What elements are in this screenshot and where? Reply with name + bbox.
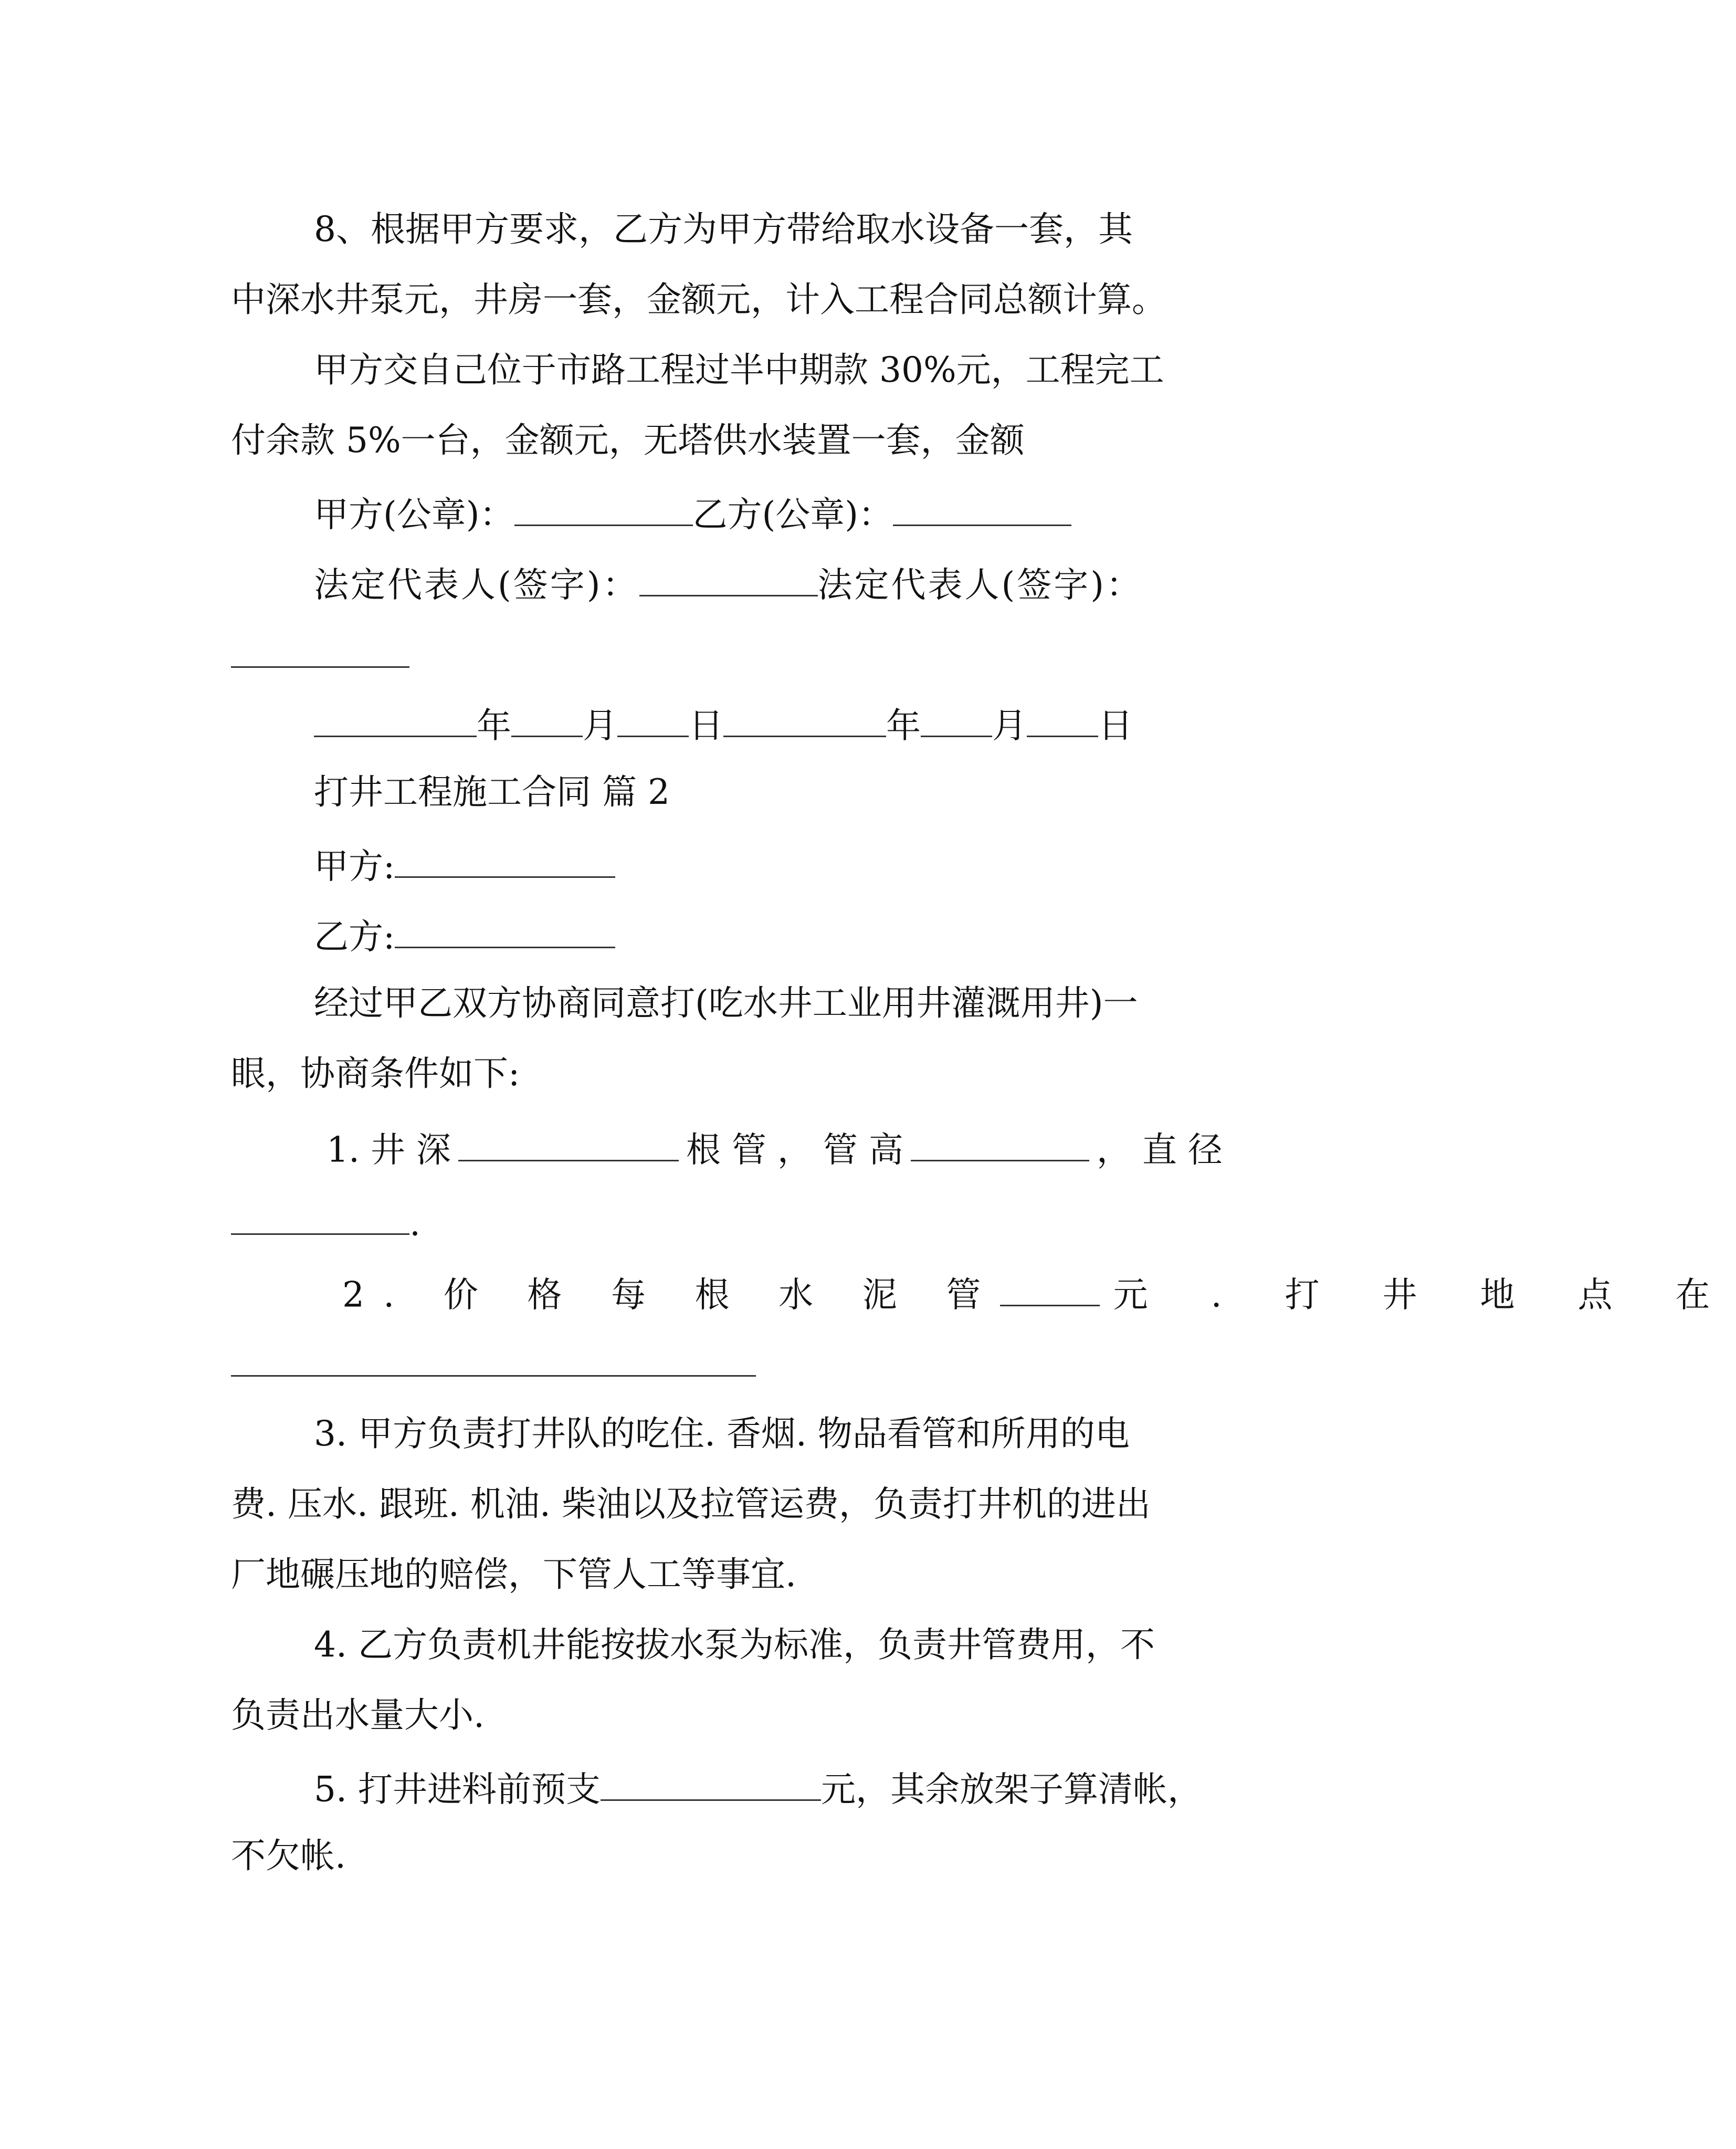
clause-1-height-label: 根 管 ， 管 高 — [686, 1129, 903, 1170]
representative-line — [314, 564, 1143, 605]
clause-5-line-1 — [314, 1768, 1202, 1810]
year-a-blank — [314, 705, 477, 737]
clause-8-line-2: 中深水井泵元，井房一套，金额元，计入工程合同总额计算。 — [231, 279, 1166, 320]
party-a-label: 甲方: — [314, 846, 395, 887]
party-b-label: 乙方: — [314, 916, 395, 957]
clause-1-depth-label: 1. 井 深 — [327, 1129, 451, 1170]
clause-5-advance-label: 5. 打井进料前预支 — [314, 1769, 601, 1810]
advance-blank — [601, 1768, 821, 1801]
party-b-rep-blank — [231, 635, 409, 668]
party-b-blank — [395, 916, 615, 948]
payment-line-2: 付余款 5%一台，金额元，无塔供水装置一套，金额 — [231, 420, 1025, 460]
clause-8-line-1: 8、根据甲方要求，乙方为甲方带给取水设备一套，其 — [314, 209, 1133, 249]
section-title: 打井工程施工合同 篇 2 — [314, 772, 670, 812]
year-b-blank — [723, 705, 886, 737]
intro-line-2: 眼，协商条件如下: — [231, 1053, 520, 1094]
clause-3-line-2: 费. 压水. 跟班. 机油. 柴油以及拉管运费，负责打井机的进出 — [231, 1484, 1151, 1524]
day-b-blank — [1027, 705, 1098, 737]
clause-3-line-3: 厂地碾压地的赔偿，下管人工等事宜. — [231, 1554, 796, 1595]
date-line — [314, 705, 1133, 746]
year-b-label: 年 — [886, 705, 921, 746]
clause-1-diameter-label: ， 直 径 — [1096, 1129, 1223, 1170]
month-a-blank — [511, 705, 583, 737]
day-a-blank — [617, 705, 689, 737]
clause-1-line — [327, 1129, 1223, 1170]
clause-1-period: . — [409, 1203, 420, 1244]
party-a-blank — [395, 845, 615, 878]
party-a-seal-label: 甲方(公章)： — [314, 494, 514, 535]
party-b-seal-blank — [893, 494, 1071, 526]
clause-5-line-2: 不欠帐. — [231, 1836, 346, 1876]
depth-blank — [458, 1129, 679, 1161]
month-a-label: 月 — [583, 705, 617, 746]
clause-2-line-2 — [231, 1344, 756, 1382]
price-blank — [1000, 1274, 1100, 1306]
clause-2-location-label: 元 . 打 井 地 点 在 — [1113, 1274, 1736, 1315]
party-b-seal-label: 乙方(公章)： — [692, 494, 893, 535]
clause-2-price-label: 2. 价 格 每 根 水 泥 管 — [342, 1274, 1000, 1315]
month-b-blank — [921, 705, 992, 737]
day-a-label: 日 — [689, 705, 723, 746]
clause-2-line — [342, 1274, 1736, 1315]
clause-5-rest-label: 元，其余放架子算清帐， — [820, 1769, 1202, 1810]
seal-line — [314, 494, 1071, 535]
diameter-blank — [231, 1202, 409, 1235]
intro-line-1: 经过甲乙双方协商同意打(吃水井工业用井灌溉用井)一 — [314, 983, 1138, 1023]
clause-4-line-2: 负责出水量大小. — [231, 1695, 485, 1735]
party-a-rep-label: 法定代表人(签字)： — [314, 564, 639, 605]
day-b-label: 日 — [1098, 705, 1133, 746]
height-blank — [911, 1129, 1089, 1161]
clause-4-line-1: 4. 乙方负责机井能按拔水泵为标准，负责井管费用，不 — [314, 1624, 1155, 1665]
party-a-seal-blank — [514, 494, 693, 526]
year-a-label: 年 — [477, 705, 511, 746]
clause-3-line-1: 3. 甲方负责打井队的吃住. 香烟. 物品看管和所用的电 — [314, 1413, 1130, 1454]
clause-1-line-2 — [231, 1202, 420, 1244]
location-blank — [231, 1344, 756, 1377]
party-b-rep-blank-wrap — [231, 635, 409, 674]
party-a-line — [314, 845, 615, 887]
party-a-rep-blank — [639, 564, 818, 596]
party-b-rep-label: 法定代表人(签字)： — [817, 564, 1143, 605]
party-b-line — [314, 916, 615, 957]
payment-line-1: 甲方交自己位于市路工程过半中期款 30%元，工程完工 — [314, 350, 1164, 390]
month-b-label: 月 — [992, 705, 1027, 746]
